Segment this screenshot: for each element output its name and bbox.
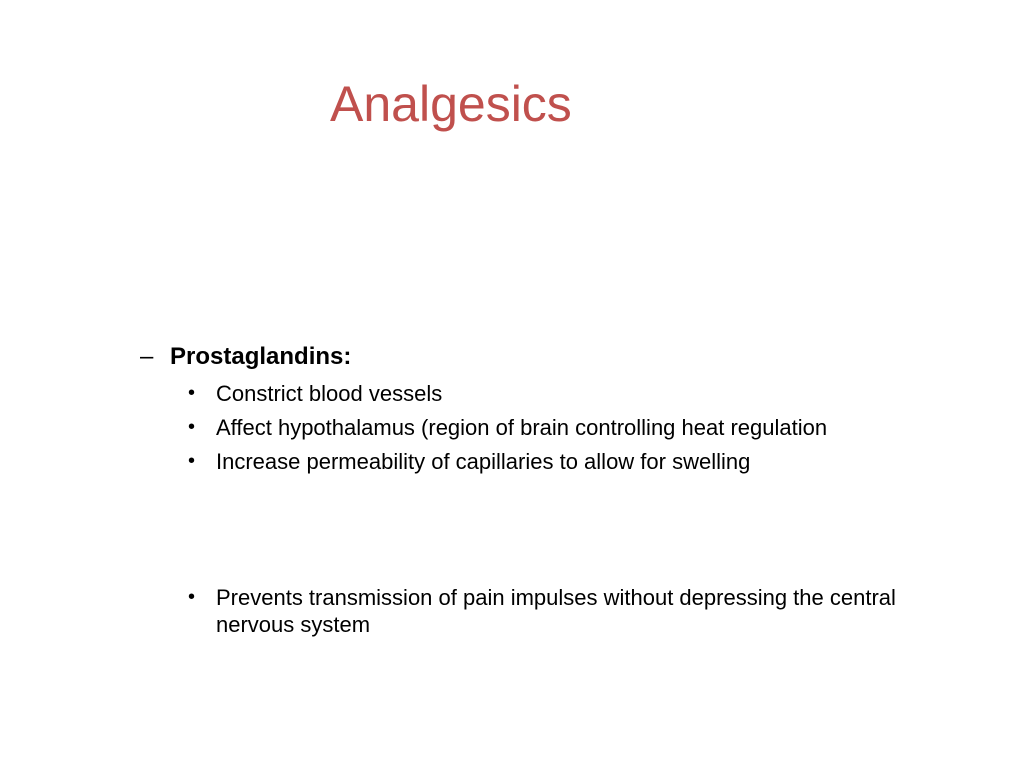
bullet-item (188, 414, 908, 441)
slide-title: Analgesics (330, 76, 572, 132)
bullet-text: Constrict blood vessels (216, 381, 443, 406)
bullet-list-prostaglandins (188, 380, 908, 482)
bullet-icon: • (188, 586, 196, 608)
sub-heading (140, 340, 351, 374)
bullet-item (188, 448, 908, 475)
bullet-text: Affect hypothalamus (region of brain controlling heat regulation (216, 415, 828, 440)
bullet-text: Prevents transmission of pain impulses without depressing the central nervous system (216, 585, 896, 637)
bullet-icon: • (188, 382, 196, 404)
bullet-text: Increase permeability of capillaries to allow for swelling (216, 449, 751, 474)
sub-heading-text: Prostaglandins: (170, 343, 352, 370)
bullet-item (188, 584, 908, 638)
bullet-icon: • (188, 416, 196, 438)
dash-marker: – (140, 343, 154, 370)
bullet-icon: • (188, 450, 196, 472)
bullet-item (188, 380, 908, 407)
bullet-list-effect (188, 584, 908, 645)
